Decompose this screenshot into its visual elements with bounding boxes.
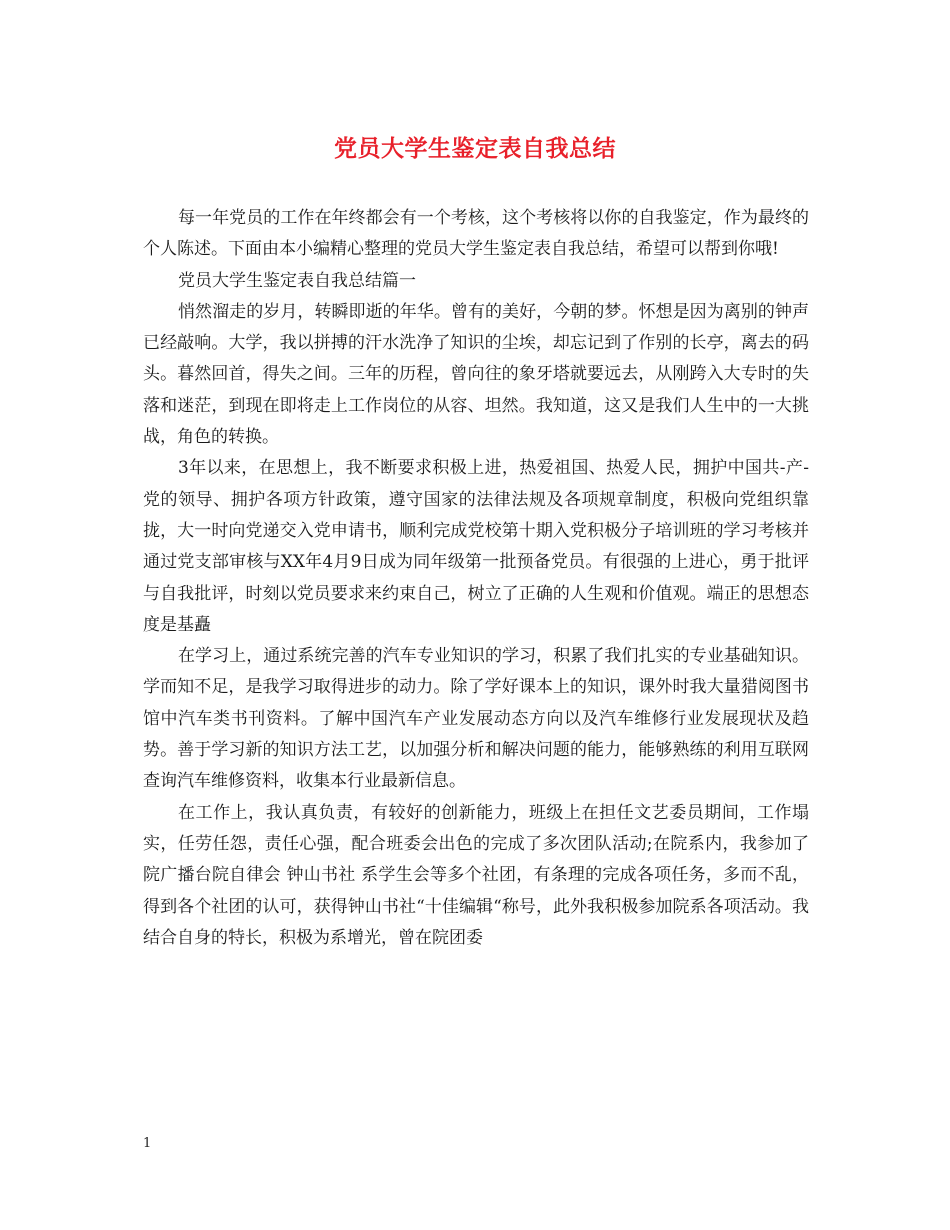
body-paragraph: 3年以来，在思想上，我不断要求积极上进，热爱祖国、热爱人民，拥护中国共-产-党的领导、拥护各项方针政策，遵守国家的法律法规及各项规章制度，积极向党组织靠拢，大一时向党递交入党申请书，顺利完成党校第十期入党积极分子培训班的学习考核并通过党支部审核与XX年4月9日成为同年级第一批预备党员。有很强的上进心，勇于批评与自我批评，时刻以党员要求来约束自己，树立了正确的人生观和价值观。端正的思想态度是基矗 — [143, 458, 809, 635]
intro-paragraph: 每一年党员的工作在年终都会有一个考核，这个考核将以你的自我鉴定，作为最终的个人陈述。下面由本小编精心整理的党员大学生鉴定表自我总结，希望可以帮到你哦! — [143, 208, 809, 260]
page-number: 1 — [143, 1136, 152, 1151]
document-title: 党员大学生鉴定表自我总结 — [334, 135, 616, 162]
body-paragraph: 在学习上，通过系统完善的汽车专业知识的学习，积累了我们扎实的专业基础知识。学而知不足，是我学习取得进步的动力。除了学好课本上的知识，课外时我大量猎阅图书馆中汽车类书刊资料。了解中国汽车产业发展动态方向以及汽车维修行业发展现状及趋势。善于学习新的知识方法工艺，以加强分析和解决问题的能力，能够熟练的利用互联网查询汽车维修资料，收集本行业最新信息。 — [143, 646, 809, 792]
section-heading: 党员大学生鉴定表自我总结篇一 — [178, 270, 416, 291]
document-body — [143, 203, 809, 954]
body-paragraph: 悄然溜走的岁月，转瞬即逝的年华。曾有的美好，今朝的梦。怀想是因为离别的钟声已经敲响。大学，我以拼搏的汗水洗净了知识的尘埃，却忘记到了作别的长亭，离去的码头。暮然回首，得失之间。三年的历程，曾向往的象牙塔就要远去，从刚跨入大专时的失落和迷茫，到现在即将走上工作岗位的从容、坦然。我知道，这又是我们人生中的一大挑战，角色的转换。 — [143, 301, 809, 448]
body-paragraph: 在工作上，我认真负责，有较好的创新能力，班级上在担任文艺委员期间，工作塌实，任劳任怨，责任心强，配合班委会出色的完成了多次团队活动;在院系内，我参加了院广播台院自律会 钟山书社 系学生会等多个社团，有条理的完成各项任务，多而不乱，得到各个社团的认可，获得钟山书社“十佳编辑“称号，此外我积极参加院系各项活动。我结合自身的特长，积极为系增光，曾在院团委 — [143, 802, 809, 948]
